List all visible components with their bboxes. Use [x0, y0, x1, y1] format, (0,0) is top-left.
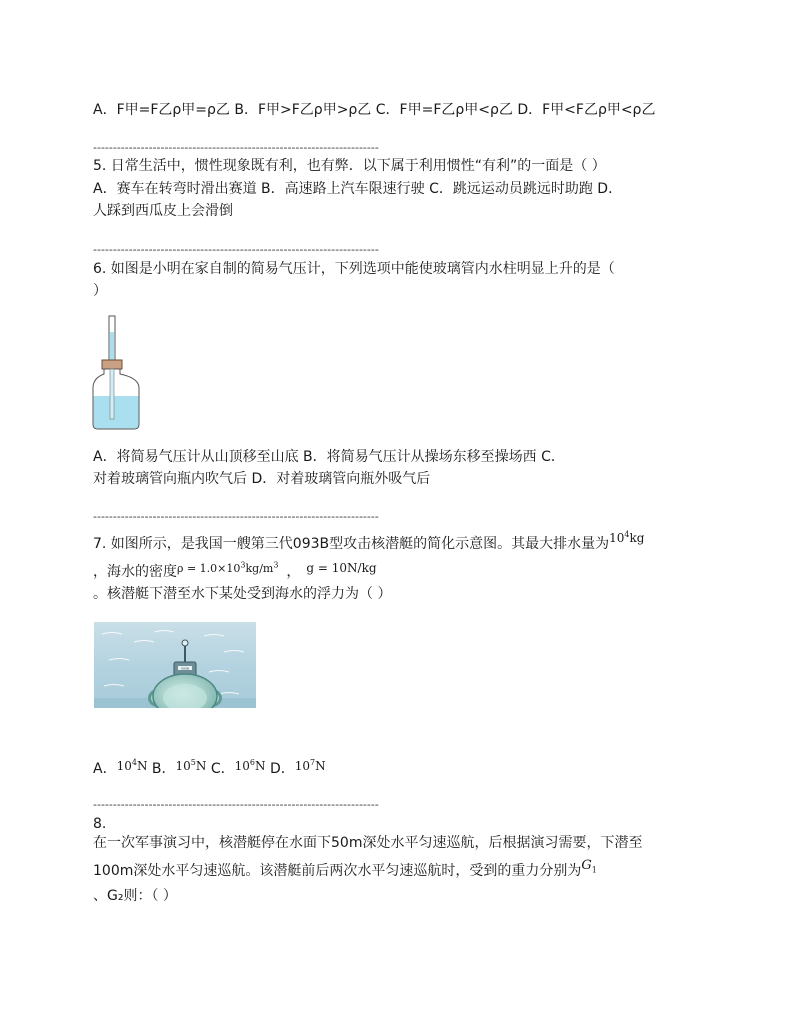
q7-stem-line1	[93, 530, 645, 553]
q8-stem-line1: 在一次军事演习中，核潜艇停在水面下50m深处水平匀速巡航，后根据演习需要，下潜至	[93, 835, 643, 851]
option-letter: D．	[269, 761, 295, 777]
separator: ------------------------------------------------------------------------	[93, 510, 379, 523]
q7-option-d	[269, 758, 326, 777]
option-exp: 5	[190, 758, 196, 767]
q7-stem-line3: 。核潜艇下潜至水下某处受到海水的浮力为（ ）	[93, 586, 392, 602]
mass-base: 10	[609, 531, 625, 545]
density-unit: kg/m	[245, 562, 274, 575]
separator: ------------------------------------------------------------------------	[93, 798, 379, 811]
q7-stem-text: 7. 如图所示，是我国一艘第三代093B型攻击核潜艇的简化示意图。其最大排水量为	[93, 536, 610, 552]
q7-comma: ，	[286, 564, 301, 580]
q6-stem-line2: ）	[93, 283, 107, 299]
separator: ------------------------------------------------------------------------	[93, 141, 379, 154]
option-unit: N	[255, 759, 266, 773]
q7-density-prefix: ，海水的密度	[93, 564, 177, 580]
g1-symbol: G	[581, 858, 592, 873]
q7-stem-line2	[93, 560, 377, 582]
submarine-hull-text: 093B	[181, 666, 189, 671]
submarine-figure	[94, 622, 256, 708]
q8-stem-line2	[93, 858, 597, 886]
q5-stem: 5. 日常生活中，惯性现象既有利，也有弊．以下属于利用惯性“有利”的一面是（ ）	[93, 158, 606, 174]
q8-g1	[581, 858, 596, 873]
barometer-figure	[90, 312, 142, 432]
q6-options-line2: 对着玻璃管向瓶内吹气后 D．对着玻璃管向瓶外吸气后	[93, 471, 431, 487]
q6-stem-line1: 6. 如图是小明在家自制的简易气压计，下列选项中能使玻璃管内水柱明显上升的是（	[93, 261, 615, 277]
q7-option-a	[93, 758, 148, 777]
separator: ------------------------------------------------------------------------	[93, 243, 379, 256]
q8-stem-line3: 、G₂则：（ ）	[93, 888, 177, 904]
option-letter: A．	[93, 761, 117, 777]
option-unit: N	[136, 759, 148, 773]
option-unit: N	[195, 759, 207, 773]
option-base: 10	[294, 759, 311, 773]
q8-stem-text: 100m深处水平匀速巡航。该潜艇前后两次水平匀速巡航时，受到的重力分别为	[93, 863, 582, 879]
q7-density	[177, 562, 278, 575]
option-base: 10	[175, 759, 191, 773]
q7-options	[93, 760, 326, 778]
g1-sub: 1	[591, 865, 597, 875]
q5-options-line2: 人踩到西瓜皮上会滑倒	[93, 203, 233, 219]
density-exp: 3	[240, 560, 246, 570]
option-exp: 6	[249, 758, 255, 767]
q6-options-line1: A．将简易气压计从山顶移至山底 B．将简易气压计从操场东移至操场西 C．	[93, 449, 565, 465]
option-letter: B．	[151, 761, 176, 777]
option-exp: 7	[310, 758, 316, 767]
q8-number: 8.	[93, 816, 107, 832]
option-unit: N	[315, 759, 326, 773]
density-unit-exp: 3	[273, 560, 279, 570]
option-base: 10	[116, 759, 132, 773]
mass-unit: kg	[629, 531, 645, 545]
q7-mass	[609, 531, 644, 545]
q7-g: g = 10N/kg	[306, 561, 377, 575]
q5-options-line1: A．赛车在转弯时滑出赛道 B．高速路上汽车限速行驶 C．跳远运动员跳远时助跑 D．	[93, 181, 623, 197]
q4-options: A．F甲=F乙ρ甲=ρ乙 B．F甲>F乙ρ甲>ρ乙 C．F甲=F乙ρ甲<ρ乙 D．F甲<F乙ρ甲<ρ乙	[93, 102, 656, 118]
density-expr: ρ = 1.0×10	[177, 562, 241, 575]
mass-exp: 4	[624, 530, 630, 539]
option-base: 10	[234, 759, 250, 773]
q7-option-c	[210, 758, 266, 777]
q7-option-b	[151, 758, 207, 777]
option-letter: C．	[210, 761, 235, 777]
option-exp: 4	[131, 758, 137, 767]
